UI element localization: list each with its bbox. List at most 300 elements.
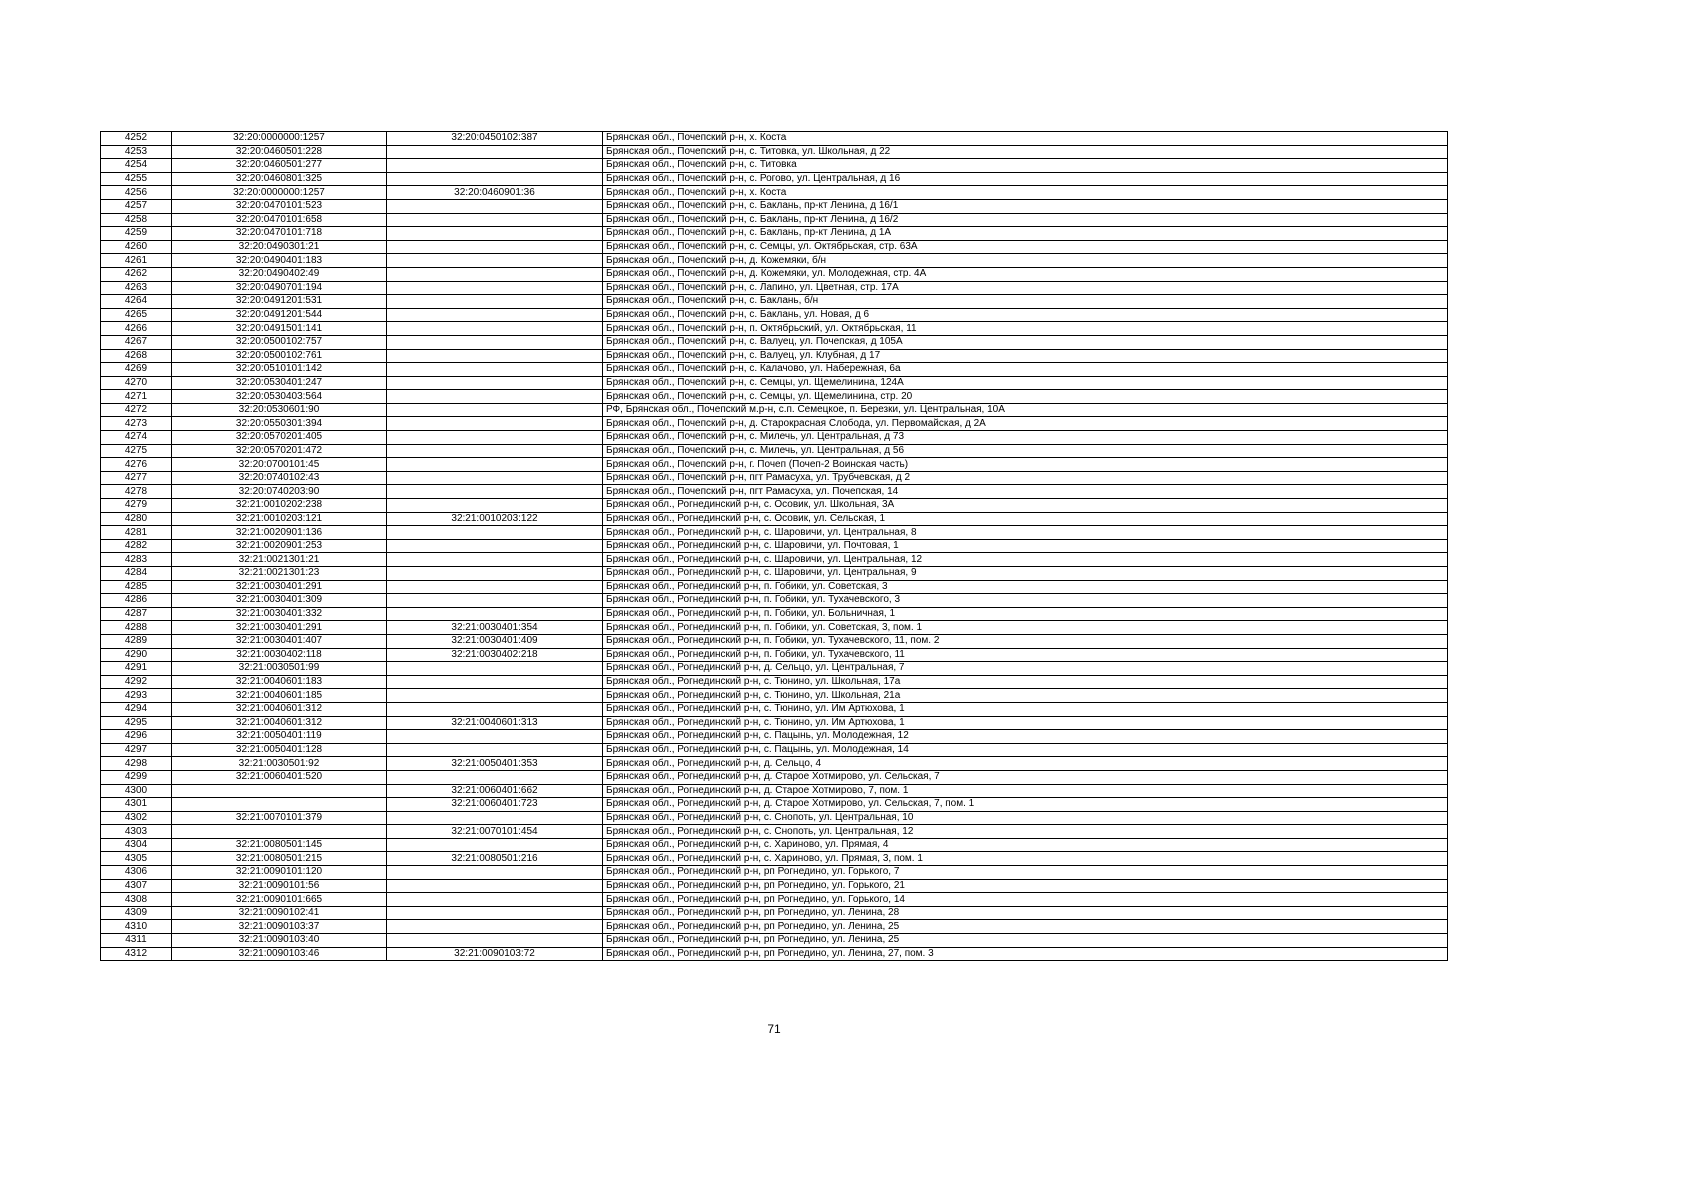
address: Брянская обл., Почепский р-н, с. Калачово, ул. Набережная, 6а bbox=[603, 363, 1448, 377]
address: Брянская обл., Рогнединский р-н, с. Тюнино, ул. Школьная, 21а bbox=[603, 689, 1448, 703]
row-number: 4285 bbox=[101, 580, 172, 594]
table-row bbox=[101, 811, 1448, 825]
row-number: 4264 bbox=[101, 295, 172, 309]
address: Брянская обл., Рогнединский р-н, д. Сельцо, ул. Центральная, 7 bbox=[603, 662, 1448, 676]
cadastral-number: 32:21:0040601:312 bbox=[172, 702, 387, 716]
related-cadastral-number bbox=[387, 906, 603, 920]
cadastral-number: 32:20:0740203:90 bbox=[172, 485, 387, 499]
table-row bbox=[101, 186, 1448, 200]
cadastral-number: 32:20:0490701:194 bbox=[172, 281, 387, 295]
related-cadastral-number bbox=[387, 267, 603, 281]
cadastral-number: 32:20:0460801:325 bbox=[172, 172, 387, 186]
table-row bbox=[101, 947, 1448, 961]
related-cadastral-number: 32:21:0080501:216 bbox=[387, 852, 603, 866]
address: Брянская обл., Почепский р-н, с. Семцы, ул. Октябрьская, стр. 63А bbox=[603, 240, 1448, 254]
row-number: 4262 bbox=[101, 267, 172, 281]
cadastral-number: 32:20:0570201:405 bbox=[172, 431, 387, 445]
address: Брянская обл., Рогнединский р-н, рп Рогнедино, ул. Ленина, 27, пом. 3 bbox=[603, 947, 1448, 961]
cadastral-number: 32:20:0530403:564 bbox=[172, 390, 387, 404]
address: Брянская обл., Рогнединский р-н, с. Шаровичи, ул. Почтовая, 1 bbox=[603, 539, 1448, 553]
cadastral-number: 32:21:0050401:119 bbox=[172, 730, 387, 744]
table-row bbox=[101, 893, 1448, 907]
related-cadastral-number bbox=[387, 295, 603, 309]
table-row bbox=[101, 757, 1448, 771]
row-number: 4288 bbox=[101, 621, 172, 635]
related-cadastral-number bbox=[387, 934, 603, 948]
address: Брянская обл., Рогнединский р-н, с. Шаровичи, ул. Центральная, 12 bbox=[603, 553, 1448, 567]
related-cadastral-number bbox=[387, 526, 603, 540]
registry-table-body bbox=[101, 132, 1448, 961]
row-number: 4283 bbox=[101, 553, 172, 567]
address: Брянская обл., Рогнединский р-н, рп Рогнедино, ул. Горького, 21 bbox=[603, 879, 1448, 893]
row-number: 4281 bbox=[101, 526, 172, 540]
cadastral-number bbox=[172, 784, 387, 798]
related-cadastral-number bbox=[387, 539, 603, 553]
address: Брянская обл., Почепский р-н, с. Рогово, ул. Центральная, д 16 bbox=[603, 172, 1448, 186]
row-number: 4263 bbox=[101, 281, 172, 295]
cadastral-number: 32:20:0490401:183 bbox=[172, 254, 387, 268]
table-row bbox=[101, 512, 1448, 526]
table-row bbox=[101, 934, 1448, 948]
address: Брянская обл., Рогнединский р-н, с. Тюнино, ул. Им Артюхова, 1 bbox=[603, 702, 1448, 716]
address: Брянская обл., Рогнединский р-н, рп Рогнедино, ул. Ленина, 28 bbox=[603, 906, 1448, 920]
table-row bbox=[101, 444, 1448, 458]
table-row bbox=[101, 471, 1448, 485]
row-number: 4276 bbox=[101, 458, 172, 472]
cadastral-number: 32:20:0491201:544 bbox=[172, 308, 387, 322]
address: Брянская обл., Почепский р-н, с. Баклань, пр-кт Ленина, д 16/2 bbox=[603, 213, 1448, 227]
cadastral-number: 32:21:0080501:215 bbox=[172, 852, 387, 866]
related-cadastral-number bbox=[387, 390, 603, 404]
row-number: 4282 bbox=[101, 539, 172, 553]
cadastral-number: 32:20:0000000:1257 bbox=[172, 186, 387, 200]
cadastral-number: 32:21:0021301:23 bbox=[172, 567, 387, 581]
address: Брянская обл., Почепский р-н, с. Валуец, ул. Почепская, д 105А bbox=[603, 335, 1448, 349]
table-row bbox=[101, 662, 1448, 676]
address: Брянская обл., Рогнединский р-н, п. Гобики, ул. Больничная, 1 bbox=[603, 607, 1448, 621]
address: Брянская обл., Почепский р-н, с. Баклань, пр-кт Ленина, д 16/1 bbox=[603, 199, 1448, 213]
table-row bbox=[101, 335, 1448, 349]
row-number: 4272 bbox=[101, 403, 172, 417]
address: Брянская обл., Почепский р-н, с. Баклань, ул. Новая, д 6 bbox=[603, 308, 1448, 322]
cadastral-number: 32:21:0030501:92 bbox=[172, 757, 387, 771]
related-cadastral-number bbox=[387, 145, 603, 159]
table-row bbox=[101, 852, 1448, 866]
table-row bbox=[101, 308, 1448, 322]
address: Брянская обл., Почепский р-н, х. Коста bbox=[603, 186, 1448, 200]
table-row bbox=[101, 770, 1448, 784]
related-cadastral-number bbox=[387, 431, 603, 445]
table-row bbox=[101, 580, 1448, 594]
address: Брянская обл., Рогнединский р-н, с. Снопоть, ул. Центральная, 10 bbox=[603, 811, 1448, 825]
address: Брянская обл., Почепский р-н, г. Почеп (Почеп-2 Воинская часть) bbox=[603, 458, 1448, 472]
address: Брянская обл., Почепский р-н, пгт Рамасуха, ул. Почепская, 14 bbox=[603, 485, 1448, 499]
row-number: 4298 bbox=[101, 757, 172, 771]
address: Брянская обл., Почепский р-н, с. Семцы, ул. Щемелинина, стр. 20 bbox=[603, 390, 1448, 404]
row-number: 4259 bbox=[101, 227, 172, 241]
related-cadastral-number bbox=[387, 689, 603, 703]
table-row bbox=[101, 295, 1448, 309]
cadastral-number: 32:21:0090103:46 bbox=[172, 947, 387, 961]
related-cadastral-number bbox=[387, 866, 603, 880]
row-number: 4312 bbox=[101, 947, 172, 961]
related-cadastral-number bbox=[387, 417, 603, 431]
address: Брянская обл., Почепский р-н, с. Милечь, ул. Центральная, д 73 bbox=[603, 431, 1448, 445]
address: Брянская обл., Почепский р-н, с. Титовка bbox=[603, 159, 1448, 173]
related-cadastral-number: 32:21:0090103:72 bbox=[387, 947, 603, 961]
row-number: 4290 bbox=[101, 648, 172, 662]
address: Брянская обл., Рогнединский р-н, с. Шаровичи, ул. Центральная, 9 bbox=[603, 567, 1448, 581]
related-cadastral-number bbox=[387, 363, 603, 377]
related-cadastral-number bbox=[387, 838, 603, 852]
table-row bbox=[101, 227, 1448, 241]
cadastral-number: 32:20:0460501:228 bbox=[172, 145, 387, 159]
row-number: 4289 bbox=[101, 634, 172, 648]
row-number: 4260 bbox=[101, 240, 172, 254]
row-number: 4305 bbox=[101, 852, 172, 866]
table-row bbox=[101, 730, 1448, 744]
table-row bbox=[101, 567, 1448, 581]
address: Брянская обл., Почепский р-н, с. Баклань, пр-кт Ленина, д 1А bbox=[603, 227, 1448, 241]
row-number: 4309 bbox=[101, 906, 172, 920]
row-number: 4302 bbox=[101, 811, 172, 825]
row-number: 4266 bbox=[101, 322, 172, 336]
row-number: 4265 bbox=[101, 308, 172, 322]
address: Брянская обл., Рогнединский р-н, с. Снопоть, ул. Центральная, 12 bbox=[603, 825, 1448, 839]
cadastral-number: 32:20:0470101:658 bbox=[172, 213, 387, 227]
address: Брянская обл., Рогнединский р-н, рп Рогнедино, ул. Горького, 14 bbox=[603, 893, 1448, 907]
cadastral-number: 32:21:0070101:379 bbox=[172, 811, 387, 825]
cadastral-number: 32:20:0470101:523 bbox=[172, 199, 387, 213]
row-number: 4291 bbox=[101, 662, 172, 676]
address: Брянская обл., Рогнединский р-н, п. Гобики, ул. Советская, 3 bbox=[603, 580, 1448, 594]
cadastral-number: 32:21:0021301:21 bbox=[172, 553, 387, 567]
row-number: 4292 bbox=[101, 675, 172, 689]
table-row bbox=[101, 621, 1448, 635]
address: Брянская обл., Рогнединский р-н, д. Старое Хотмирово, 7, пом. 1 bbox=[603, 784, 1448, 798]
table-row bbox=[101, 716, 1448, 730]
row-number: 4279 bbox=[101, 499, 172, 513]
table-row bbox=[101, 838, 1448, 852]
cadastral-number: 32:21:0020901:136 bbox=[172, 526, 387, 540]
row-number: 4270 bbox=[101, 376, 172, 390]
related-cadastral-number bbox=[387, 159, 603, 173]
related-cadastral-number bbox=[387, 471, 603, 485]
row-number: 4293 bbox=[101, 689, 172, 703]
address: Брянская обл., Почепский р-н, с. Семцы, ул. Щемелинина, 124А bbox=[603, 376, 1448, 390]
address: Брянская обл., Почепский р-н, с. Милечь, ул. Центральная, д 56 bbox=[603, 444, 1448, 458]
address: Брянская обл., Рогнединский р-н, д. Старое Хотмирово, ул. Сельская, 7, пом. 1 bbox=[603, 798, 1448, 812]
cadastral-number: 32:21:0030402:118 bbox=[172, 648, 387, 662]
registry-table bbox=[100, 131, 1448, 961]
table-row bbox=[101, 879, 1448, 893]
related-cadastral-number bbox=[387, 213, 603, 227]
row-number: 4295 bbox=[101, 716, 172, 730]
related-cadastral-number bbox=[387, 403, 603, 417]
related-cadastral-number bbox=[387, 607, 603, 621]
cadastral-number: 32:20:0530601:90 bbox=[172, 403, 387, 417]
table-row bbox=[101, 172, 1448, 186]
cadastral-number: 32:20:0530401:247 bbox=[172, 376, 387, 390]
cadastral-number: 32:21:0030401:291 bbox=[172, 621, 387, 635]
address: Брянская обл., Рогнединский р-н, рп Рогнедино, ул. Ленина, 25 bbox=[603, 934, 1448, 948]
row-number: 4287 bbox=[101, 607, 172, 621]
row-number: 4296 bbox=[101, 730, 172, 744]
table-row bbox=[101, 866, 1448, 880]
cadastral-number: 32:21:0050401:128 bbox=[172, 743, 387, 757]
row-number: 4271 bbox=[101, 390, 172, 404]
row-number: 4308 bbox=[101, 893, 172, 907]
address: Брянская обл., Почепский р-н, д. Кожемяки, б/н bbox=[603, 254, 1448, 268]
related-cadastral-number: 32:21:0050401:353 bbox=[387, 757, 603, 771]
table-row bbox=[101, 594, 1448, 608]
row-number: 4294 bbox=[101, 702, 172, 716]
cadastral-number: 32:20:0460501:277 bbox=[172, 159, 387, 173]
table-row bbox=[101, 240, 1448, 254]
related-cadastral-number: 32:21:0060401:723 bbox=[387, 798, 603, 812]
table-row bbox=[101, 403, 1448, 417]
row-number: 4311 bbox=[101, 934, 172, 948]
row-number: 4258 bbox=[101, 213, 172, 227]
row-number: 4303 bbox=[101, 825, 172, 839]
related-cadastral-number bbox=[387, 594, 603, 608]
table-row bbox=[101, 322, 1448, 336]
related-cadastral-number bbox=[387, 444, 603, 458]
row-number: 4301 bbox=[101, 798, 172, 812]
table-row bbox=[101, 254, 1448, 268]
related-cadastral-number bbox=[387, 662, 603, 676]
address: Брянская обл., Рогнединский р-н, п. Гобики, ул. Советская, 3, пом. 1 bbox=[603, 621, 1448, 635]
cadastral-number: 32:21:0020901:253 bbox=[172, 539, 387, 553]
row-number: 4252 bbox=[101, 132, 172, 146]
cadastral-number: 32:21:0080501:145 bbox=[172, 838, 387, 852]
row-number: 4254 bbox=[101, 159, 172, 173]
cadastral-number: 32:21:0060401:520 bbox=[172, 770, 387, 784]
table-row bbox=[101, 743, 1448, 757]
table-row bbox=[101, 281, 1448, 295]
cadastral-number bbox=[172, 798, 387, 812]
related-cadastral-number bbox=[387, 227, 603, 241]
address: Брянская обл., Рогнединский р-н, с. Тюнино, ул. Им Артюхова, 1 bbox=[603, 716, 1448, 730]
table-row bbox=[101, 607, 1448, 621]
row-number: 4253 bbox=[101, 145, 172, 159]
address: Брянская обл., Почепский р-н, д. Старокрасная Слобода, ул. Первомайская, д 2А bbox=[603, 417, 1448, 431]
related-cadastral-number bbox=[387, 322, 603, 336]
table-row bbox=[101, 145, 1448, 159]
address: Брянская обл., Рогнединский р-н, с. Осовик, ул. Сельская, 1 bbox=[603, 512, 1448, 526]
related-cadastral-number bbox=[387, 458, 603, 472]
address: Брянская обл., Рогнединский р-н, д. Сельцо, 4 bbox=[603, 757, 1448, 771]
row-number: 4310 bbox=[101, 920, 172, 934]
related-cadastral-number: 32:21:0030401:354 bbox=[387, 621, 603, 635]
related-cadastral-number bbox=[387, 199, 603, 213]
cadastral-number: 32:21:0090101:120 bbox=[172, 866, 387, 880]
cadastral-number: 32:21:0090101:56 bbox=[172, 879, 387, 893]
related-cadastral-number bbox=[387, 770, 603, 784]
related-cadastral-number: 32:21:0040601:313 bbox=[387, 716, 603, 730]
table-row bbox=[101, 417, 1448, 431]
cadastral-number: 32:20:0570201:472 bbox=[172, 444, 387, 458]
table-row bbox=[101, 798, 1448, 812]
cadastral-number: 32:20:0700101:45 bbox=[172, 458, 387, 472]
related-cadastral-number bbox=[387, 553, 603, 567]
row-number: 4275 bbox=[101, 444, 172, 458]
address: Брянская обл., Почепский р-н, с. Баклань, б/н bbox=[603, 295, 1448, 309]
table-row bbox=[101, 199, 1448, 213]
row-number: 4284 bbox=[101, 567, 172, 581]
table-row bbox=[101, 132, 1448, 146]
related-cadastral-number bbox=[387, 743, 603, 757]
address: Брянская обл., Почепский р-н, с. Титовка, ул. Школьная, д 22 bbox=[603, 145, 1448, 159]
related-cadastral-number: 32:20:0460901:36 bbox=[387, 186, 603, 200]
related-cadastral-number bbox=[387, 254, 603, 268]
row-number: 4273 bbox=[101, 417, 172, 431]
row-number: 4261 bbox=[101, 254, 172, 268]
cadastral-number: 32:20:0491201:531 bbox=[172, 295, 387, 309]
row-number: 4269 bbox=[101, 363, 172, 377]
row-number: 4274 bbox=[101, 431, 172, 445]
table-row bbox=[101, 485, 1448, 499]
address: Брянская обл., Почепский р-н, с. Лапино, ул. Цветная, стр. 17А bbox=[603, 281, 1448, 295]
table-row bbox=[101, 159, 1448, 173]
address: Брянская обл., Почепский р-н, д. Кожемяки, ул. Молодежная, стр. 4А bbox=[603, 267, 1448, 281]
row-number: 4257 bbox=[101, 199, 172, 213]
related-cadastral-number bbox=[387, 308, 603, 322]
related-cadastral-number bbox=[387, 920, 603, 934]
row-number: 4268 bbox=[101, 349, 172, 363]
address: Брянская обл., Рогнединский р-н, с. Осовик, ул. Школьная, 3А bbox=[603, 499, 1448, 513]
related-cadastral-number bbox=[387, 349, 603, 363]
table-row bbox=[101, 675, 1448, 689]
cadastral-number: 32:21:0040601:183 bbox=[172, 675, 387, 689]
address: Брянская обл., Рогнединский р-н, п. Гобики, ул. Тухачевского, 3 bbox=[603, 594, 1448, 608]
table-row bbox=[101, 526, 1448, 540]
address: Брянская обл., Рогнединский р-н, п. Гобики, ул. Тухачевского, 11 bbox=[603, 648, 1448, 662]
table-row bbox=[101, 702, 1448, 716]
row-number: 4300 bbox=[101, 784, 172, 798]
cadastral-number: 32:21:0010203:121 bbox=[172, 512, 387, 526]
table-row bbox=[101, 648, 1448, 662]
row-number: 4255 bbox=[101, 172, 172, 186]
related-cadastral-number: 32:21:0060401:662 bbox=[387, 784, 603, 798]
cadastral-number: 32:20:0500102:757 bbox=[172, 335, 387, 349]
row-number: 4307 bbox=[101, 879, 172, 893]
address: Брянская обл., Почепский р-н, с. Валуец, ул. Клубная, д 17 bbox=[603, 349, 1448, 363]
related-cadastral-number: 32:21:0030401:409 bbox=[387, 634, 603, 648]
table-row bbox=[101, 553, 1448, 567]
related-cadastral-number: 32:21:0010203:122 bbox=[387, 512, 603, 526]
related-cadastral-number bbox=[387, 730, 603, 744]
table-row bbox=[101, 689, 1448, 703]
cadastral-number: 32:20:0500102:761 bbox=[172, 349, 387, 363]
related-cadastral-number: 32:20:0450102:387 bbox=[387, 132, 603, 146]
related-cadastral-number bbox=[387, 702, 603, 716]
related-cadastral-number bbox=[387, 240, 603, 254]
address: Брянская обл., Рогнединский р-н, рп Рогнедино, ул. Ленина, 25 bbox=[603, 920, 1448, 934]
row-number: 4306 bbox=[101, 866, 172, 880]
cadastral-number: 32:21:0030401:309 bbox=[172, 594, 387, 608]
related-cadastral-number bbox=[387, 675, 603, 689]
table-row bbox=[101, 213, 1448, 227]
cadastral-number: 32:21:0030401:407 bbox=[172, 634, 387, 648]
address: Брянская обл., Рогнединский р-н, рп Рогнедино, ул. Горького, 7 bbox=[603, 866, 1448, 880]
cadastral-number: 32:21:0090103:37 bbox=[172, 920, 387, 934]
related-cadastral-number bbox=[387, 567, 603, 581]
table-row bbox=[101, 906, 1448, 920]
cadastral-number: 32:21:0010202:238 bbox=[172, 499, 387, 513]
table-row bbox=[101, 499, 1448, 513]
address: Брянская обл., Рогнединский р-н, с. Шаровичи, ул. Центральная, 8 bbox=[603, 526, 1448, 540]
cadastral-number bbox=[172, 825, 387, 839]
related-cadastral-number: 32:21:0070101:454 bbox=[387, 825, 603, 839]
row-number: 4304 bbox=[101, 838, 172, 852]
related-cadastral-number: 32:21:0030402:218 bbox=[387, 648, 603, 662]
address: Брянская обл., Почепский р-н, х. Коста bbox=[603, 132, 1448, 146]
cadastral-number: 32:20:0490301:21 bbox=[172, 240, 387, 254]
row-number: 4299 bbox=[101, 770, 172, 784]
cadastral-number: 32:21:0090103:40 bbox=[172, 934, 387, 948]
table-row bbox=[101, 267, 1448, 281]
cadastral-number: 32:21:0030501:99 bbox=[172, 662, 387, 676]
table-row bbox=[101, 390, 1448, 404]
cadastral-number: 32:20:0000000:1257 bbox=[172, 132, 387, 146]
row-number: 4286 bbox=[101, 594, 172, 608]
table-row bbox=[101, 431, 1448, 445]
row-number: 4297 bbox=[101, 743, 172, 757]
table-row bbox=[101, 634, 1448, 648]
cadastral-number: 32:21:0090102:41 bbox=[172, 906, 387, 920]
cadastral-number: 32:21:0040601:185 bbox=[172, 689, 387, 703]
cadastral-number: 32:20:0550301:394 bbox=[172, 417, 387, 431]
page-number: 71 bbox=[767, 1022, 781, 1036]
row-number: 4277 bbox=[101, 471, 172, 485]
related-cadastral-number bbox=[387, 335, 603, 349]
address: Брянская обл., Рогнединский р-н, п. Гобики, ул. Тухачевского, 11, пом. 2 bbox=[603, 634, 1448, 648]
related-cadastral-number bbox=[387, 811, 603, 825]
address: Брянская обл., Рогнединский р-н, с. Пацынь, ул. Молодежная, 14 bbox=[603, 743, 1448, 757]
row-number: 4256 bbox=[101, 186, 172, 200]
cadastral-number: 32:21:0090101:665 bbox=[172, 893, 387, 907]
cadastral-number: 32:21:0040601:312 bbox=[172, 716, 387, 730]
address: Брянская обл., Почепский р-н, п. Октябрьский, ул. Октябрьская, 11 bbox=[603, 322, 1448, 336]
address: Брянская обл., Рогнединский р-н, с. Хариново, ул. Прямая, 4 bbox=[603, 838, 1448, 852]
cadastral-number: 32:20:0490402:49 bbox=[172, 267, 387, 281]
related-cadastral-number bbox=[387, 281, 603, 295]
table-row bbox=[101, 784, 1448, 798]
row-number: 4267 bbox=[101, 335, 172, 349]
table-row bbox=[101, 539, 1448, 553]
table-row bbox=[101, 376, 1448, 390]
address: Брянская обл., Почепский р-н, пгт Рамасуха, ул. Трубчевская, д 2 bbox=[603, 471, 1448, 485]
cadastral-number: 32:20:0740102:43 bbox=[172, 471, 387, 485]
related-cadastral-number bbox=[387, 580, 603, 594]
cadastral-number: 32:20:0510101:142 bbox=[172, 363, 387, 377]
table-row bbox=[101, 920, 1448, 934]
address: РФ, Брянская обл., Почепский м.р-н, с.п. Семецкое, п. Березки, ул. Центральная, 10А bbox=[603, 403, 1448, 417]
cadastral-number: 32:20:0470101:718 bbox=[172, 227, 387, 241]
address: Брянская обл., Рогнединский р-н, с. Тюнино, ул. Школьная, 17а bbox=[603, 675, 1448, 689]
table-row bbox=[101, 349, 1448, 363]
related-cadastral-number bbox=[387, 879, 603, 893]
address: Брянская обл., Рогнединский р-н, д. Старое Хотмирово, ул. Сельская, 7 bbox=[603, 770, 1448, 784]
table-row bbox=[101, 458, 1448, 472]
row-number: 4278 bbox=[101, 485, 172, 499]
related-cadastral-number bbox=[387, 376, 603, 390]
address: Брянская обл., Рогнединский р-н, с. Пацынь, ул. Молодежная, 12 bbox=[603, 730, 1448, 744]
related-cadastral-number bbox=[387, 499, 603, 513]
cadastral-number: 32:21:0030401:291 bbox=[172, 580, 387, 594]
table-row bbox=[101, 825, 1448, 839]
